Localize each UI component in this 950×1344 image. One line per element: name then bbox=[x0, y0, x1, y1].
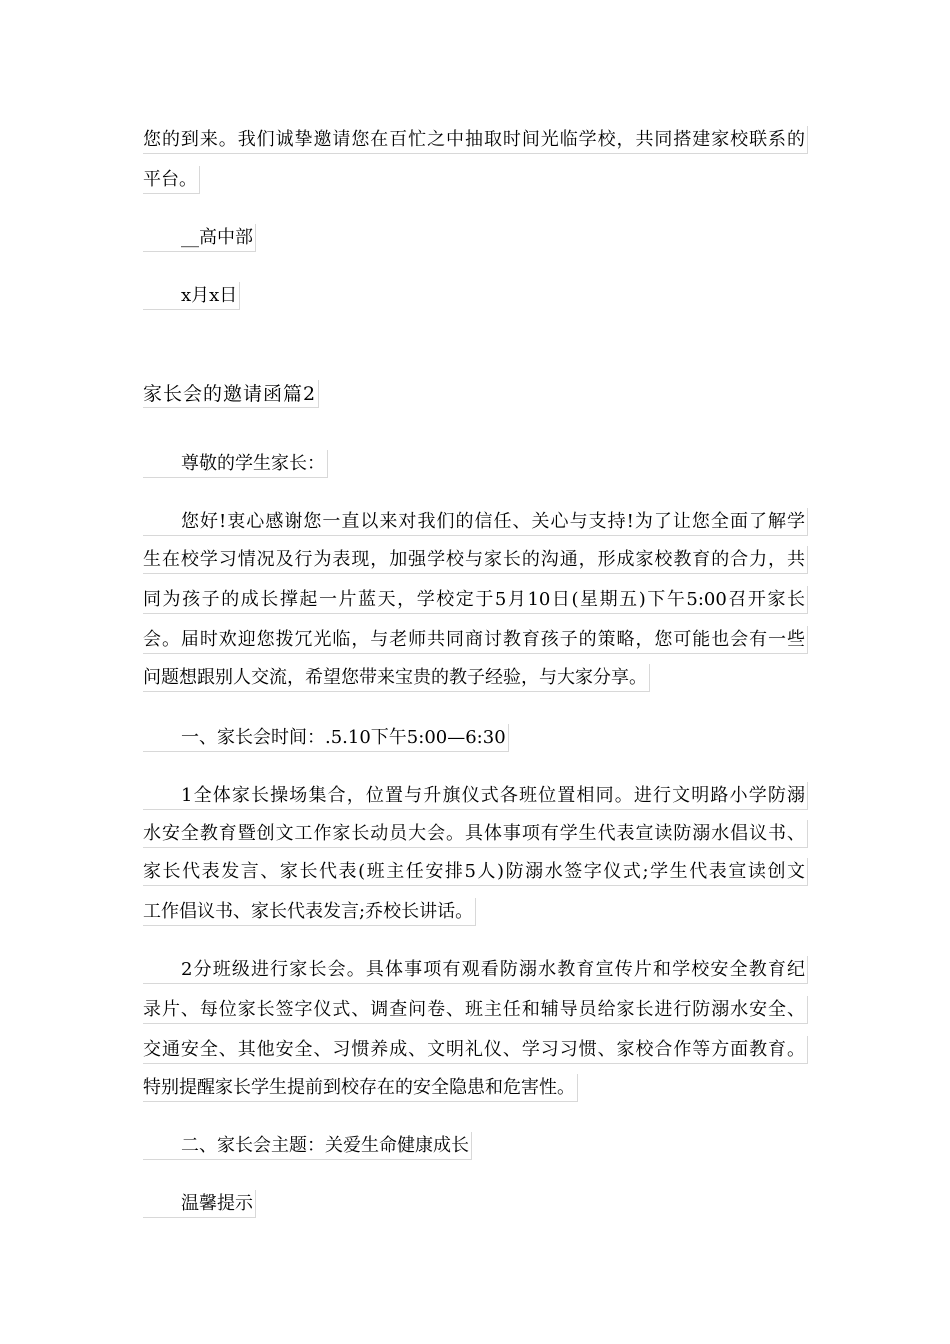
paragraph-line: 问题想跟别人交流，希望您带来宝贵的教子经验，与大家分享。 bbox=[143, 664, 650, 692]
section-heading: 家长会的邀请函篇2 bbox=[143, 380, 319, 408]
paragraph-line: 2分班级进行家长会。具体事项有观看防溺水教育宣传片和学校安全教育纪 bbox=[143, 956, 808, 984]
meeting-theme: 二、家长会主题：关爱生命健康成长 bbox=[143, 1132, 472, 1160]
paragraph-line: 会。届时欢迎您拨冗光临，与老师共同商讨教育孩子的策略，您可能也会有一些 bbox=[143, 626, 808, 654]
signature-department: __高中部 bbox=[143, 224, 256, 252]
paragraph-line: 工作倡议书、家长代表发言;乔校长讲话。 bbox=[143, 898, 476, 926]
paragraph-line: 1全体家长操场集合，位置与升旗仪式各班位置相同。进行文明路小学防溺 bbox=[143, 782, 808, 810]
signature-date: x月x日 bbox=[143, 282, 240, 310]
paragraph-line: 特别提醒家长学生提前到校存在的安全隐患和危害性。 bbox=[143, 1074, 578, 1102]
salutation: 尊敬的学生家长： bbox=[143, 450, 328, 478]
paragraph-line: 家长代表发言、家长代表(班主任安排5人)防溺水签字仪式;学生代表宣读创文 bbox=[143, 858, 808, 886]
paragraph-line: 平台。 bbox=[143, 166, 200, 194]
paragraph-line: 生在校学习情况及行为表现，加强学校与家长的沟通，形成家校教育的合力，共 bbox=[143, 546, 808, 574]
paragraph-line: 交通安全、其他安全、习惯养成、文明礼仪、学习习惯、家校合作等方面教育。 bbox=[143, 1036, 808, 1064]
paragraph-line: 您的到来。我们诚挚邀请您在百忙之中抽取时间光临学校，共同搭建家校联系的 bbox=[143, 126, 808, 154]
meeting-time: 一、家长会时间：.5.10下午5:00—6:30 bbox=[143, 724, 509, 752]
paragraph-line: 同为孩子的成长撑起一片蓝天，学校定于5月10日(星期五)下午5:00召开家长 bbox=[143, 586, 808, 614]
paragraph-line: 录片、每位家长签字仪式、调查问卷、班主任和辅导员给家长进行防溺水安全、 bbox=[143, 996, 808, 1024]
paragraph-line: 您好!衷心感谢您一直以来对我们的信任、关心与支持!为了让您全面了解学 bbox=[143, 508, 808, 536]
tips-heading: 温馨提示 bbox=[143, 1190, 256, 1218]
paragraph-line: 水安全教育暨创文工作家长动员大会。具体事项有学生代表宣读防溺水倡议书、 bbox=[143, 820, 808, 848]
